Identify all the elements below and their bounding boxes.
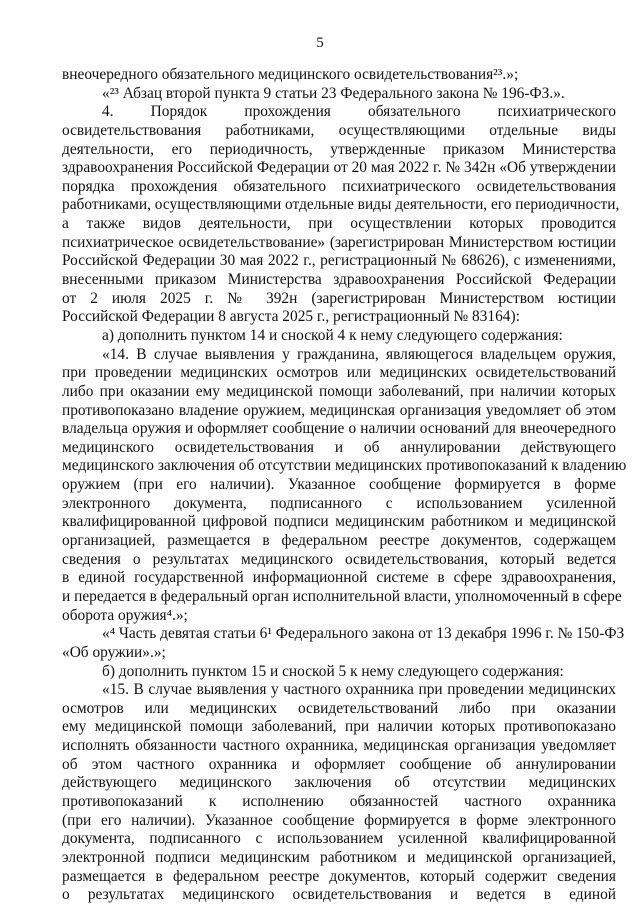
text-line: медицинского освидетельствования и об аннулировании действующего: [62, 438, 616, 456]
text-line: работниками, осуществляющими отдельные виды деятельности, его периодичности,: [62, 196, 620, 214]
text-line: от 2 июля 2025 г. № 392н (зарегистрирован Министерством юстиции: [62, 289, 616, 307]
text-line: противопоказано владение оружием, медицинская организация уведомляет об этом: [62, 401, 616, 419]
document-body: [62, 66, 627, 905]
text-line: сведения о результатах медицинского освидетельствования, который ведется: [62, 550, 616, 568]
text-line: «²³ Абзац второй пункта 9 статьи 23 Федерального закона № 196-ФЗ.».: [102, 84, 565, 102]
text-line: 4. Порядок прохождения обязательного психиатрического: [102, 103, 616, 121]
text-line: психиатрическое освидетельствование» (зарегистрирован Министерством юстиции: [62, 233, 616, 251]
text-line: организацией, размещается в федеральном реестре документов, содержащем: [62, 532, 616, 550]
text-line: и передается в федеральный орган исполнительной власти, уполномоченный в сфере: [62, 587, 622, 605]
text-line: осмотров или медицинских освидетельствований либо при оказании: [62, 699, 616, 717]
text-line: (при его наличии). Указанное сообщение формируется в форме электронного: [62, 811, 616, 829]
text-line: внесенными приказом Министерства здравоохранения Российской Федерации: [62, 271, 616, 289]
text-line: Российской Федерации 8 августа 2025 г., регистрационный № 83164):: [62, 308, 520, 326]
text-line: при проведении медицинских осмотров или медицинских освидетельствований: [62, 364, 616, 382]
text-line: освидетельствования работниками, осуществляющими отдельные виды: [62, 121, 616, 139]
text-line: здравоохранения Российской Федерации от 20 мая 2022 г. № 342н «Об утверждении: [62, 159, 616, 177]
text-line: об этом частного охранника и оформляет сообщение об аннулировании: [62, 755, 616, 773]
text-line: электронного документа, подписанного с использованием усиленной: [62, 494, 616, 512]
text-line: размещается в федеральном реестре документов, который содержит сведения: [62, 867, 616, 885]
text-line: порядка прохождения обязательного психиатрического освидетельствования: [62, 177, 616, 195]
text-line: о результатах медицинского освидетельствования и ведется в единой: [62, 886, 616, 904]
text-line: а) дополнить пунктом 14 и сноской 4 к нему следующего содержания:: [102, 326, 563, 344]
text-line: «14. В случае выявления у гражданина, являющегося владельцем оружия,: [102, 345, 616, 363]
text-line: деятельности, его периодичность, утвержденные приказом Министерства: [62, 140, 616, 158]
text-line: «⁴ Часть девятая статьи 6¹ Федерального закона от 13 декабря 1996 г. № 150-ФЗ: [102, 625, 625, 643]
text-line: действующего медицинского заключения об отсутствии медицинских: [62, 774, 616, 792]
page-number: 5: [316, 35, 324, 51]
text-line: в единой государственной информационной системе в сфере здравоохранения,: [62, 569, 616, 587]
text-line: исполнять обязанности частного охранника, медицинская организация уведомляет: [62, 737, 616, 755]
text-line: документа, подписанного с использованием усиленной квалифицированной: [62, 830, 616, 848]
text-line: оборота оружия⁴.»;: [62, 606, 188, 624]
text-line: квалифицированной цифровой подписи медицинским работником и медицинской: [62, 513, 616, 531]
text-line: «15. В случае выявления у частного охранника при проведении медицинских: [102, 681, 616, 699]
text-line: б) дополнить пунктом 15 и сноской 5 к нему следующего содержания:: [102, 662, 564, 680]
text-line: оружием (при его наличии). Указанное сообщение формируется в форме: [62, 476, 616, 494]
text-line: либо при оказании ему медицинской помощи заболеваний, при наличии которых: [62, 382, 616, 400]
text-line: электронной подписи медицинским работником и медицинской организацией,: [62, 848, 616, 866]
text-line: Российской Федерации 30 мая 2022 г., регистрационный № 68626), с изменениями,: [62, 252, 616, 270]
text-line: ему медицинской помощи заболеваний, при наличии которых противопоказано: [62, 718, 616, 736]
text-line: владельца оружия и оформляет сообщение о наличии оснований для внеочередного: [62, 420, 616, 438]
text-line: медицинского заключения об отсутствии медицинских противопоказаний к владению: [62, 457, 627, 475]
text-line: а также видов деятельности, при осуществлении которых проводится: [62, 215, 616, 233]
text-line: противопоказаний к исполнению обязанностей частного охранника: [62, 792, 616, 810]
text-line: «Об оружии».»;: [62, 643, 166, 661]
text-line: внеочередного обязательного медицинского освидетельствования²³.»;: [62, 66, 519, 83]
